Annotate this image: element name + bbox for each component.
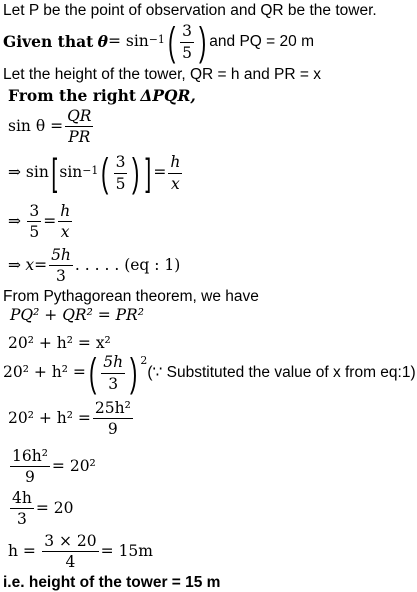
left-paren: ( [101, 151, 109, 195]
equals: = [43, 212, 57, 231]
denominator: x [170, 174, 180, 193]
fraction-3-over-5 [180, 23, 194, 61]
substitution-note: (∵ Substituted the value of x from eq:1) [147, 364, 416, 382]
fraction-h-over-x [58, 203, 72, 241]
fraction-16h2-over-9 [10, 448, 50, 486]
rhs: = 20² [51, 457, 96, 476]
fraction-3-over-5 [114, 154, 128, 192]
implies-arrow: ⇒ [8, 256, 21, 275]
numerator: 3 [114, 154, 128, 173]
numerator: h [58, 203, 72, 222]
left-bracket: [ [51, 152, 57, 194]
numerator: h [168, 154, 182, 173]
triangle-line [8, 88, 196, 105]
four-h-line [8, 490, 74, 528]
pythagoras-intro: From Pythagorean theorem, we have [3, 288, 259, 305]
lhs: 20² + h² = [3, 363, 86, 382]
rhs: = 20 [35, 499, 74, 518]
numerator: 3 [27, 203, 41, 222]
x-expression-line [8, 247, 180, 285]
fraction-h-over-x [168, 154, 182, 192]
denominator: 3 [56, 267, 66, 286]
pythagoras-equation: PQ² + QR² = PR² [10, 306, 144, 324]
denominator: 5 [182, 43, 192, 62]
denominator: 9 [25, 468, 35, 487]
numerator: 16h² [10, 448, 50, 467]
given-eq: = sin [107, 32, 149, 51]
right-bracket: ] [145, 152, 151, 194]
right-paren: ) [130, 351, 138, 395]
right-paren: ) [198, 20, 207, 64]
conclusion: i.e. height of the tower = 15 m [3, 574, 221, 591]
triangle-label: From the right [8, 86, 137, 105]
given-label: Given that [3, 32, 94, 52]
lhs: h = [8, 542, 36, 561]
equals: = [153, 163, 167, 182]
inner-sin: sin [59, 163, 83, 182]
denominator: x [60, 223, 70, 242]
given-line: Given that θ = sin $^{-1}$ ( $\frac{3}{5}$ ) and PQ = 20 m [3, 20, 314, 64]
left-paren: ( [88, 351, 97, 395]
squared-substitution-line: 20² + h² = ( $\frac{5h}{3}$ ) $^2$ (∵ Substituted the value of x from eq:1) [3, 351, 416, 395]
fraction-3x20-over-4 [42, 533, 98, 571]
fraction-3-over-5 [27, 203, 41, 241]
intro-line: Let P be the point of observation and QR be the tower. [3, 2, 377, 19]
numerator: 3 × 20 [42, 533, 98, 552]
denominator: 3 [108, 374, 119, 393]
substituted-equation: 20² + h² = x² [8, 334, 111, 352]
numerator: 3 [180, 23, 194, 42]
implies-sin: ⇒ sin [8, 163, 49, 182]
numerator: 5h [101, 354, 125, 373]
triangle-name: ΔPQR, [140, 86, 196, 105]
denominator: 5 [29, 223, 40, 242]
lhs: 20² + h² = [8, 409, 91, 428]
theta-symbol: θ [97, 32, 108, 52]
numerator: 25h² [93, 400, 133, 419]
sine-substitution-line: ⇒ sin [ sin $^{-1}$ ( $\frac{3}{5}$ ) ] = $\frac{h}{x}$ [8, 151, 181, 195]
right-paren: ) [132, 151, 140, 195]
denominator: 9 [107, 420, 118, 439]
ratio-line [8, 203, 74, 241]
equals: = [34, 256, 48, 275]
denominator: PR [68, 128, 91, 147]
fraction-qr-pr [65, 108, 93, 146]
h-solution-line [8, 533, 153, 571]
numerator: QR [65, 108, 93, 127]
fraction-5h-over-3 [49, 247, 73, 285]
sine-lhs: sin θ = [8, 117, 64, 136]
fraction-4h-over-3 [10, 490, 34, 528]
fraction-5h-over-3 [101, 354, 125, 392]
left-paren: ( [167, 20, 176, 64]
x-variable: x [25, 256, 35, 275]
squared-fraction-line [8, 400, 135, 438]
sixteen-h-line [8, 448, 96, 486]
numerator: 5h [49, 247, 73, 266]
equation-tag: . . . . . (eq : 1) [74, 256, 181, 275]
implies-arrow: ⇒ [8, 212, 21, 231]
fraction-25h2-over-9 [93, 400, 133, 438]
let-height-line: Let the height of the tower, QR = h and PR = x [3, 66, 321, 83]
denominator: 4 [65, 553, 76, 572]
given-tail: and PQ = 20 m [209, 33, 314, 51]
rhs: = 15m [100, 542, 153, 561]
denominator: 3 [16, 510, 27, 529]
sine-def-line [8, 108, 95, 146]
numerator: 4h [10, 490, 34, 509]
denominator: 5 [115, 174, 126, 193]
